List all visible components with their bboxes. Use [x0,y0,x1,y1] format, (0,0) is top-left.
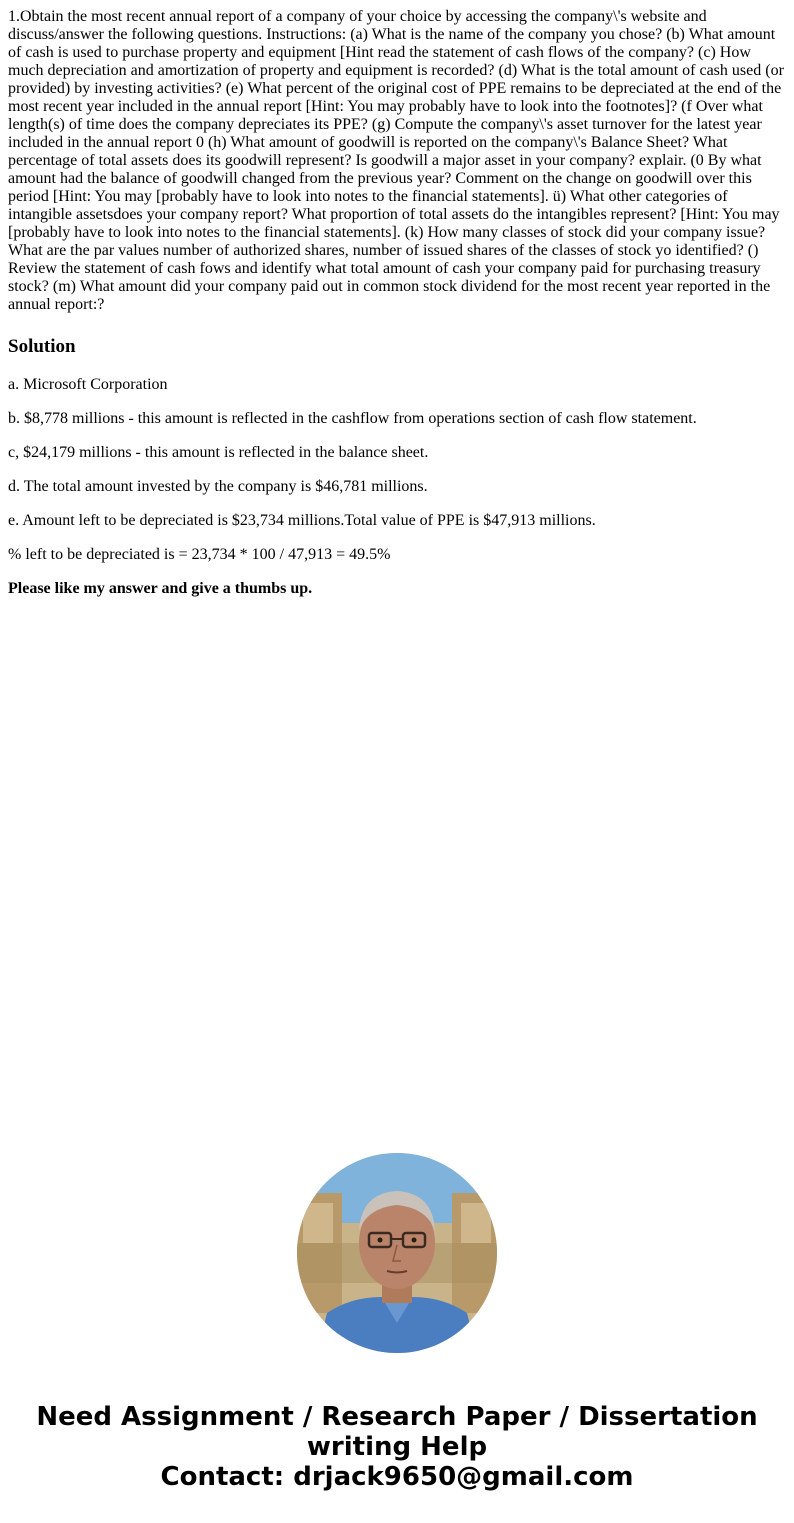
answer-b: b. $8,778 millions - this amount is reflected in the cashflow from operations section of cash flow statement. [8,410,697,427]
question-text: 1.Obtain the most recent annual report of a company of your choice by accessing the company\'s website and discuss/answer the following questions. Instructions: (a) What is the name of the company you chose? (b) What amount of cash is used to purchase property and equipment [Hint read the statement of cash flows of the company? (c) How much depreciation and amortization of property and equipment is recorded? (d) What is the total amount of cash used (or provided) by investing activities? (e) What percent of the original cost of PPE remains to be depreciated at the end of the most recent year included in the annual report [Hint: You may probably have to look into the footnotes]? (f Over what length(s) of time does the company depreciates its PPE? (g) Compute the company\'s asset turnover for the latest year included in the annual report 0 (h) What amount of goodwill is reported on the company\'s Balance Sheet? What percentage of total assets does its goodwill represent? Is goodwill a major asset in your company? explair. (0 By what amount had the balance of goodwill changed from the previous year? Comment on the change on goodwill over this period [Hint: You may [probably have to look into notes to the financial statements]. ü) What other categories of intangible assetsdoes your company report? What proportion of total assets do the intangibles represent? [Hint: You may [probably have to look into notes to the financial statements]. (k) How many classes of stock did your company issue? What are the par values number of authorized shares, number of issued shares of the classes of stock yo identified? () Review the statement of cash fows and identify what total amount of cash your company paid for purchasing treasury stock? (m) What amount did your company paid out in common stock dividend for the most recent year reported in the annual report:? [8,8,784,313]
answer-e: e. Amount left to be depreciated is $23,734 millions.Total value of PPE is $47,913 millions. [8,512,596,529]
answer-d: d. The total amount invested by the company is $46,781 millions. [8,478,428,495]
answer-a: a. Microsoft Corporation [8,376,168,393]
promo-footer [0,1402,794,1492]
document-body [8,8,786,598]
footer-contact: Contact: drjack9650@gmail.com [160,1462,634,1492]
answer-percent: % left to be depreciated is = 23,734 * 100 / 47,913 = 49.5% [8,546,391,563]
footer-line-2: writing Help [306,1432,488,1462]
footer-line-1: Need Assignment / Research Paper / Dissertation [36,1402,758,1432]
answer-c: c, $24,179 millions - this amount is reflected in the balance sheet. [8,444,429,461]
solution-heading: Solution [8,336,76,357]
closing-note: Please like my answer and give a thumbs up. [8,580,313,597]
person-photo-icon [297,1153,497,1353]
